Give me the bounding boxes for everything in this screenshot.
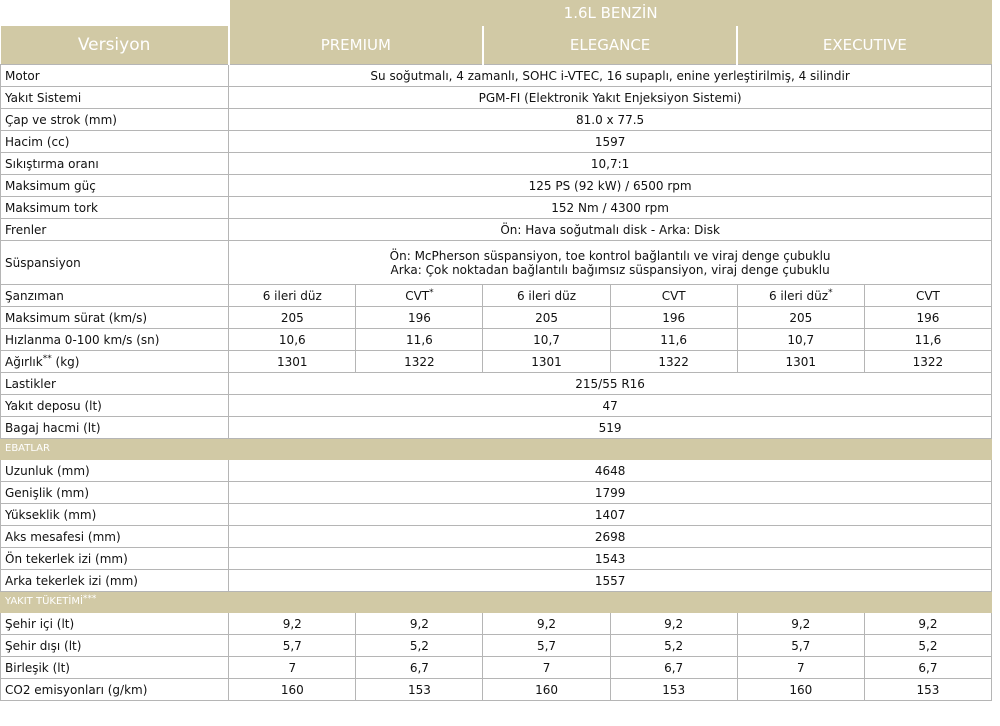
header-blank-cell (1, 0, 229, 26)
row-value (864, 635, 991, 657)
table-row (1, 613, 992, 635)
label-unit: (kg) (51, 354, 80, 369)
row-value (483, 329, 610, 351)
table-row (1, 351, 992, 373)
transmission-row (1, 285, 992, 307)
value-text: 205 (789, 310, 813, 325)
version-header-row (1, 26, 992, 65)
row-label: Arka tekerlek izi (mm) (1, 570, 229, 592)
value-text: 11,6 (914, 332, 942, 347)
row-value: 152 Nm / 4300 rpm (229, 197, 992, 219)
value-text: 6 ileri düz (768, 288, 829, 303)
row-value (229, 285, 356, 307)
row-value: 4648 (229, 460, 992, 482)
value-text: 5,2 (664, 638, 684, 653)
value-text: 9,2 (282, 616, 302, 631)
row-label: Uzunluk (mm) (1, 460, 229, 482)
value-text: CVT (661, 288, 686, 303)
row-label: Genişlik (mm) (1, 482, 229, 504)
footnote-mark: * (429, 287, 434, 298)
transmission-specs (1, 285, 992, 373)
table-row (1, 307, 992, 329)
row-value: 519 (229, 417, 992, 439)
value-text: 10,7 (787, 332, 815, 347)
row-value (737, 613, 864, 635)
table-row (1, 329, 992, 351)
general-specs (1, 65, 992, 241)
value-text: 5,7 (282, 638, 302, 653)
value-text: CVT (405, 288, 430, 303)
value-text: 1322 (912, 354, 944, 369)
row-value (356, 351, 483, 373)
row-label (1, 329, 229, 351)
row-label: Süspansiyon (1, 241, 229, 285)
row-label: Bagaj hacmi (lt) (1, 417, 229, 439)
row-label: CO2 emisyonları (g/km) (1, 679, 229, 701)
value-text: 1322 (658, 354, 689, 369)
value-text: 196 (916, 310, 940, 325)
table-row (1, 504, 992, 526)
row-value (483, 613, 610, 635)
row-value (483, 351, 610, 373)
label-text: Ağırlık (5, 354, 43, 369)
row-value (737, 285, 864, 307)
row-value (229, 241, 992, 285)
row-label: Frenler (1, 219, 229, 241)
row-value (610, 635, 737, 657)
table-row (1, 373, 992, 395)
table-row (1, 153, 992, 175)
row-value (737, 351, 864, 373)
footnote-mark: *** (82, 594, 97, 604)
value-text: 1301 (531, 354, 562, 369)
label-text: Hızlanma 0-100 km/s (sn) (5, 332, 160, 347)
table-row (1, 460, 992, 482)
row-value: 1543 (229, 548, 992, 570)
value-text: 11,6 (406, 332, 433, 347)
section-header-fuel (1, 592, 992, 613)
value-text: 6,7 (409, 660, 429, 675)
value-text: 10,7 (533, 332, 560, 347)
row-value: PGM-FI (Elektronik Yakıt Enjeksiyon Sistemi) (229, 87, 992, 109)
footnote-mark: ** (42, 353, 52, 364)
row-value: 1557 (229, 570, 992, 592)
row-value: Su soğutmalı, 4 zamanlı, SOHC i-VTEC, 16 supaplı, enine yerleştirilmiş, 4 silindir (229, 65, 992, 87)
value-text: 205 (535, 310, 558, 325)
row-label: Çap ve strok (mm) (1, 109, 229, 131)
row-label: Hacim (cc) (1, 131, 229, 153)
table-row (1, 570, 992, 592)
row-value (610, 307, 737, 329)
value-text: 205 (280, 310, 304, 325)
fuel-specs (1, 613, 992, 701)
value-text: 153 (916, 682, 940, 697)
section-label: EBATLAR (1, 439, 992, 460)
row-value: 125 PS (92 kW) / 6500 rpm (229, 175, 992, 197)
row-label: Sıkıştırma oranı (1, 153, 229, 175)
row-value (229, 329, 356, 351)
row-value (356, 285, 483, 307)
row-label: Şehir içi (lt) (1, 613, 229, 635)
value-text: 153 (662, 682, 686, 697)
table-row (1, 175, 992, 197)
row-value (229, 351, 356, 373)
table-row (1, 109, 992, 131)
other-specs (1, 373, 992, 439)
row-value: 81.0 x 77.5 (229, 109, 992, 131)
row-value: 2698 (229, 526, 992, 548)
row-value (229, 635, 356, 657)
value-text: 196 (407, 310, 431, 325)
value-text: 5,7 (791, 638, 811, 653)
value-text: 6 ileri düz (262, 288, 322, 303)
row-value: 1799 (229, 482, 992, 504)
row-label: Maksimum tork (1, 197, 229, 219)
value-text: 160 (789, 682, 813, 697)
row-value (610, 285, 737, 307)
suspension-rear: Arka: Çok noktadan bağlantılı bağımsız süspansiyon, viraj denge çubuklu (390, 262, 830, 277)
label-text: Maksimum sürat (km/s) (5, 310, 148, 325)
version-elegance: ELEGANCE (483, 26, 737, 65)
row-value (610, 679, 737, 701)
row-value (737, 307, 864, 329)
row-value (229, 657, 356, 679)
table-row (1, 395, 992, 417)
row-value (356, 613, 483, 635)
row-value: Ön: Hava soğutmalı disk - Arka: Disk (229, 219, 992, 241)
row-value (483, 285, 610, 307)
row-value (610, 657, 737, 679)
suspension-front: Ön: McPherson süspansiyon, toe kontrol bağlantılı ve viraj denge çubuklu (389, 248, 831, 263)
row-label (1, 307, 229, 329)
version-executive: EXECUTIVE (737, 26, 991, 65)
row-value (737, 635, 864, 657)
value-text: 7 (796, 660, 805, 675)
row-value (610, 329, 737, 351)
value-text: 1322 (404, 354, 435, 369)
row-value (229, 679, 356, 701)
table-row (1, 526, 992, 548)
row-value (483, 307, 610, 329)
row-value (229, 613, 356, 635)
row-label: Lastikler (1, 373, 229, 395)
row-value (610, 351, 737, 373)
table-row (1, 679, 992, 701)
table-row (1, 482, 992, 504)
row-value (864, 285, 991, 307)
table-row (1, 657, 992, 679)
value-text: 9,2 (664, 616, 684, 631)
section-label (1, 592, 992, 613)
value-text: 5,7 (536, 638, 557, 653)
row-value (483, 635, 610, 657)
suspension-row (1, 241, 992, 285)
value-text: 1301 (277, 354, 308, 369)
row-label: Motor (1, 65, 229, 87)
value-text: 160 (535, 682, 558, 697)
row-value: 1407 (229, 504, 992, 526)
row-label: Yakıt Sistemi (1, 87, 229, 109)
value-text: 9,2 (918, 616, 938, 631)
row-label: Maksimum güç (1, 175, 229, 197)
row-value (356, 635, 483, 657)
row-label: Şehir dışı (lt) (1, 635, 229, 657)
engine-label: 1.6L BENZİN (229, 0, 992, 26)
value-text: 7 (288, 660, 297, 675)
row-value (737, 657, 864, 679)
table-row (1, 417, 992, 439)
row-value (356, 679, 483, 701)
row-value (610, 613, 737, 635)
value-text: 9,2 (536, 616, 557, 631)
value-text: 196 (662, 310, 686, 325)
value-text: 7 (542, 660, 551, 675)
value-text: 11,6 (660, 332, 688, 347)
row-value (356, 329, 483, 351)
table-row (1, 65, 992, 87)
value-text: 6 ileri düz (516, 288, 577, 303)
row-value (864, 329, 991, 351)
engine-header-row (1, 0, 992, 26)
row-value (737, 329, 864, 351)
table-row (1, 131, 992, 153)
row-value (737, 679, 864, 701)
table-row (1, 548, 992, 570)
value-text: 6,7 (918, 660, 938, 675)
value-text: CVT (915, 288, 940, 303)
section-header-dimensions (1, 439, 992, 460)
row-value (864, 657, 991, 679)
dimension-specs (1, 460, 992, 592)
table-row (1, 635, 992, 657)
value-text: 5,2 (918, 638, 938, 653)
row-value: 47 (229, 395, 992, 417)
row-value (864, 351, 991, 373)
version-column-label: Versiyon (1, 26, 229, 65)
table-row (1, 87, 992, 109)
row-label: Yükseklik (mm) (1, 504, 229, 526)
table-row (1, 219, 992, 241)
row-value (229, 307, 356, 329)
row-value (483, 679, 610, 701)
version-premium: PREMIUM (229, 26, 483, 65)
value-text: 1301 (785, 354, 817, 369)
value-text: 10,6 (278, 332, 306, 347)
row-value (864, 613, 991, 635)
value-text: 9,2 (409, 616, 429, 631)
row-value: 10,7:1 (229, 153, 992, 175)
row-value (356, 657, 483, 679)
row-label: Birleşik (lt) (1, 657, 229, 679)
row-value: 215/55 R16 (229, 373, 992, 395)
row-label: Aks mesafesi (mm) (1, 526, 229, 548)
row-value (864, 679, 991, 701)
value-text: 153 (407, 682, 431, 697)
table-row (1, 197, 992, 219)
value-text: 160 (280, 682, 304, 697)
row-label (1, 351, 229, 373)
row-value: 1597 (229, 131, 992, 153)
row-label: Yakıt deposu (lt) (1, 395, 229, 417)
value-text: 6,7 (664, 660, 684, 675)
value-text: 5,2 (409, 638, 429, 653)
footnote-mark: * (828, 287, 833, 298)
row-label: Şanzıman (1, 285, 229, 307)
row-label: Ön tekerlek izi (mm) (1, 548, 229, 570)
section-label-text: YAKIT TÜKETİMİ (5, 596, 83, 607)
row-value (483, 657, 610, 679)
row-value (864, 307, 991, 329)
value-text: 9,2 (791, 616, 811, 631)
row-value (356, 307, 483, 329)
